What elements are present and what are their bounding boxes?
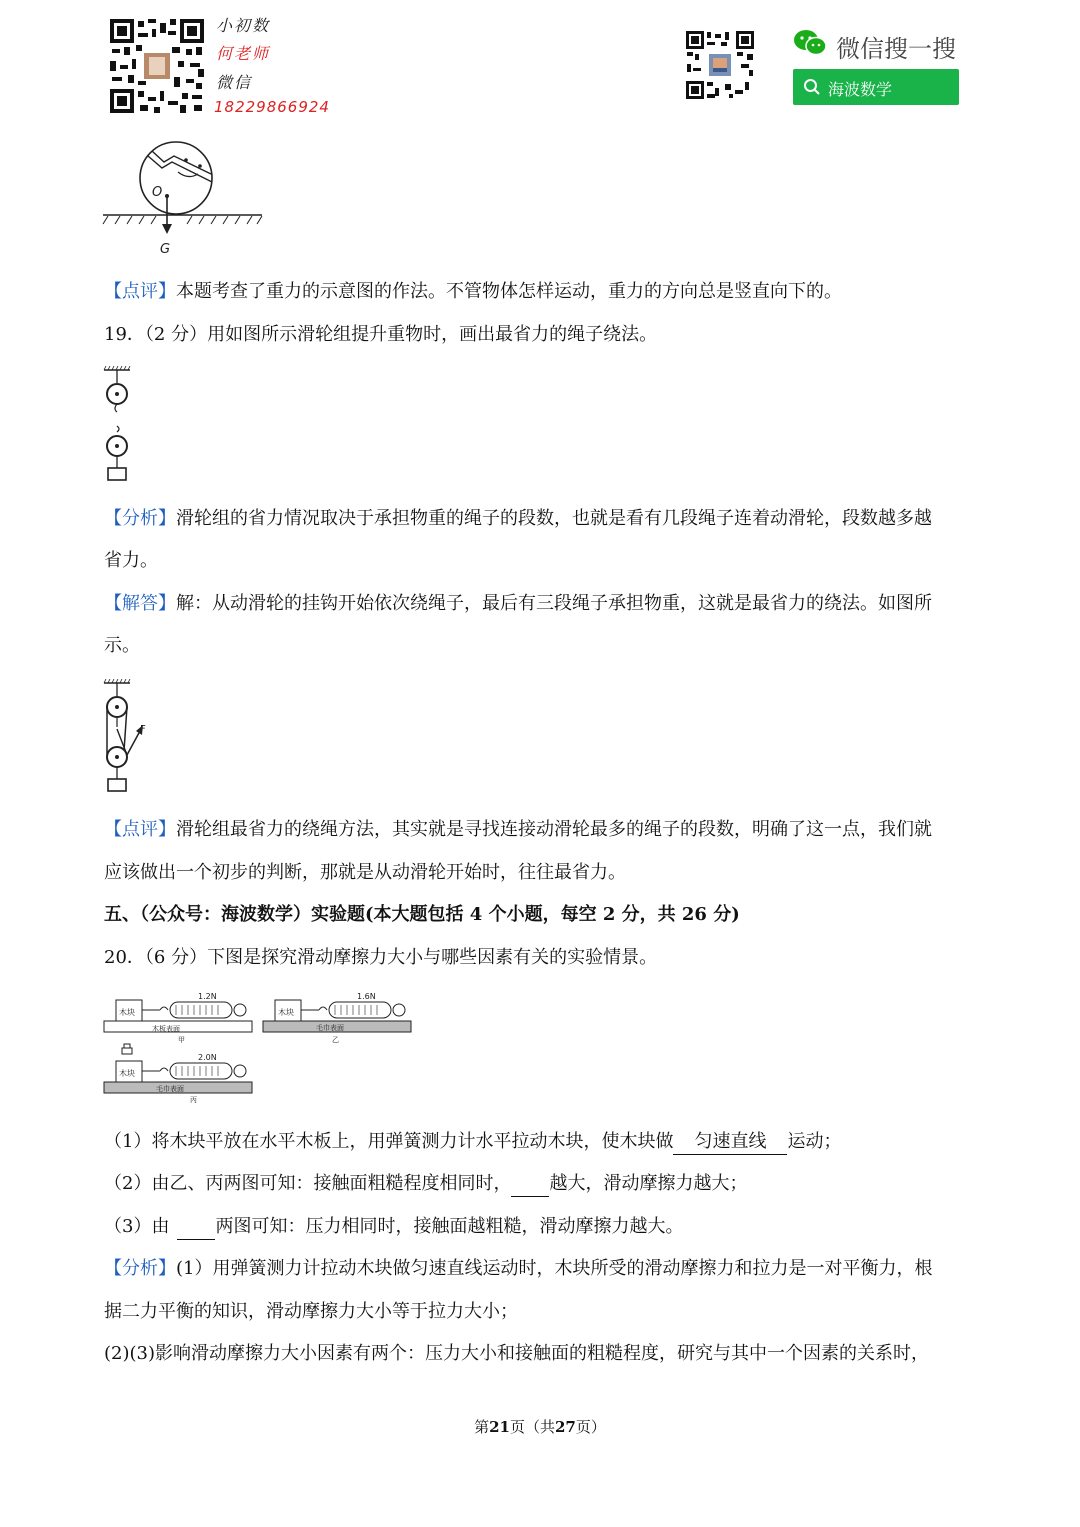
comment-19-line2: 应该做出一个初步的判断，那就是从动滑轮开始时，往往最省力。 [104,862,626,883]
svg-text:乙: 乙 [332,1036,339,1044]
svg-text:2.0N: 2.0N [198,1053,217,1062]
setup-jia [104,992,252,1044]
answer-tag: 【解答】 [104,593,176,614]
analysis-20-line1: 【分析】(1）用弹簧测力计拉动木块做匀速直线运动时，木块所受的滑动摩擦力和拉力是一对平衡力，根 [104,1258,933,1279]
comment-tag: 【点评】 [104,819,176,840]
search-button-label: 海波数学 [828,82,893,99]
analysis-20-line3: (2)(3)影响滑动摩擦力大小因素有两个：压力大小和接触面的粗糙程度，研究与其中一个因素的关系时， [104,1343,929,1364]
qr-code-teacher [108,17,206,115]
q20-part2: （2）由乙、丙两图可知：接触面粗糙程度相同时， 越大，滑动摩擦力越大； [104,1172,747,1197]
pull-force-arrow [127,731,140,755]
svg-text:1.2N: 1.2N [198,992,217,1001]
section-5-title: 五、（公众号：海波数学）实验题(本大题包括 4 个小题，每空 2 分，共 26 分) [104,904,740,925]
page-total: 27 [555,1418,576,1436]
svg-text:毛巾表面: 毛巾表面 [316,1024,344,1032]
wechat-logo-icon [792,28,828,58]
wechat-search-button[interactable] [793,69,959,105]
answer-blank-filled: 匀速直线 [673,1130,787,1155]
comment-19-line1: 【点评】滑轮组最省力的绕绳方法，其实就是寻找连接动滑轮最多的绳子的段数，明确了这一点，我们就 [104,819,932,840]
answer-19-line2: 示。 [104,635,140,656]
label-g: G [160,242,171,257]
q20-part3: （3）由 两图可知：压力相同时，接触面越粗糙，滑动摩擦力越大。 [104,1215,683,1240]
setup-bing [104,1044,252,1104]
analysis-tag: 【分析】 [104,1258,176,1279]
page-footer: 第21页（共27页） [474,1418,606,1436]
promo-line-3: 微信 [216,73,253,92]
wechat-search-label: 微信搜一搜 [836,36,956,63]
figure-friction-experiment [100,988,420,1108]
q20-part1: （1）将木块平放在水平木板上，用弹簧测力计水平拉动木块，使木块做 匀速直线 运动； [104,1130,841,1155]
figure-pulley-question [100,366,140,484]
svg-text:甲: 甲 [178,1036,185,1044]
figure-pulley-answer [100,679,160,797]
promo-line-2: 何老师 [216,44,271,63]
question-19: 19．（2 分）用如图所示滑轮组提升重物时，画出最省力的绳子绕法。 [104,324,658,345]
label-f: F [140,724,146,735]
ball-shape [140,142,212,214]
answer-blank [511,1172,549,1197]
svg-text:丙: 丙 [190,1096,197,1104]
weight-box [108,468,126,480]
comment-text: 本题考查了重力的示意图的作法。不管物体怎样运动，重力的方向总是竖直向下的。 [176,281,842,302]
svg-text:木板表面: 木板表面 [152,1025,180,1033]
comment-18 [104,280,842,304]
svg-text:木块: 木块 [119,1008,135,1017]
answer-19-line1: 【解答】解：从动滑轮的挂钩开始依次绕绳子，最后有三段绳子承担物重，这就是最省力的绕法。如图所 [104,593,932,614]
svg-text:1.6N: 1.6N [357,992,376,1001]
answer-blank [177,1215,215,1240]
analysis-19-line1: 【分析】滑轮组的省力情况取决于承担物重的绳子的段数，也就是看有几段绳子连着动滑轮，段数越多越 [104,508,932,529]
analysis-19-line2: 省力。 [104,550,158,571]
setup-yi [263,992,411,1044]
search-icon [803,78,821,96]
page-number: 21 [489,1418,510,1436]
promo-line-1: 小初数 [216,16,271,35]
promo-phone: 18229866924 [214,98,330,116]
comment-tag: 【点评】 [104,281,176,302]
svg-text:毛巾表面: 毛巾表面 [156,1085,184,1093]
analysis-tag: 【分析】 [104,508,176,529]
label-o: O [152,185,163,200]
svg-text:木块: 木块 [278,1008,294,1017]
figure-gravity [100,138,270,260]
svg-text:木块: 木块 [119,1069,135,1078]
analysis-20-line2: 据二力平衡的知识，滑动摩擦力大小等于拉力大小； [104,1301,518,1322]
qr-code-account [685,30,755,100]
question-20: 20．（6 分）下图是探究滑动摩擦力大小与哪些因素有关的实验情景。 [104,947,658,968]
